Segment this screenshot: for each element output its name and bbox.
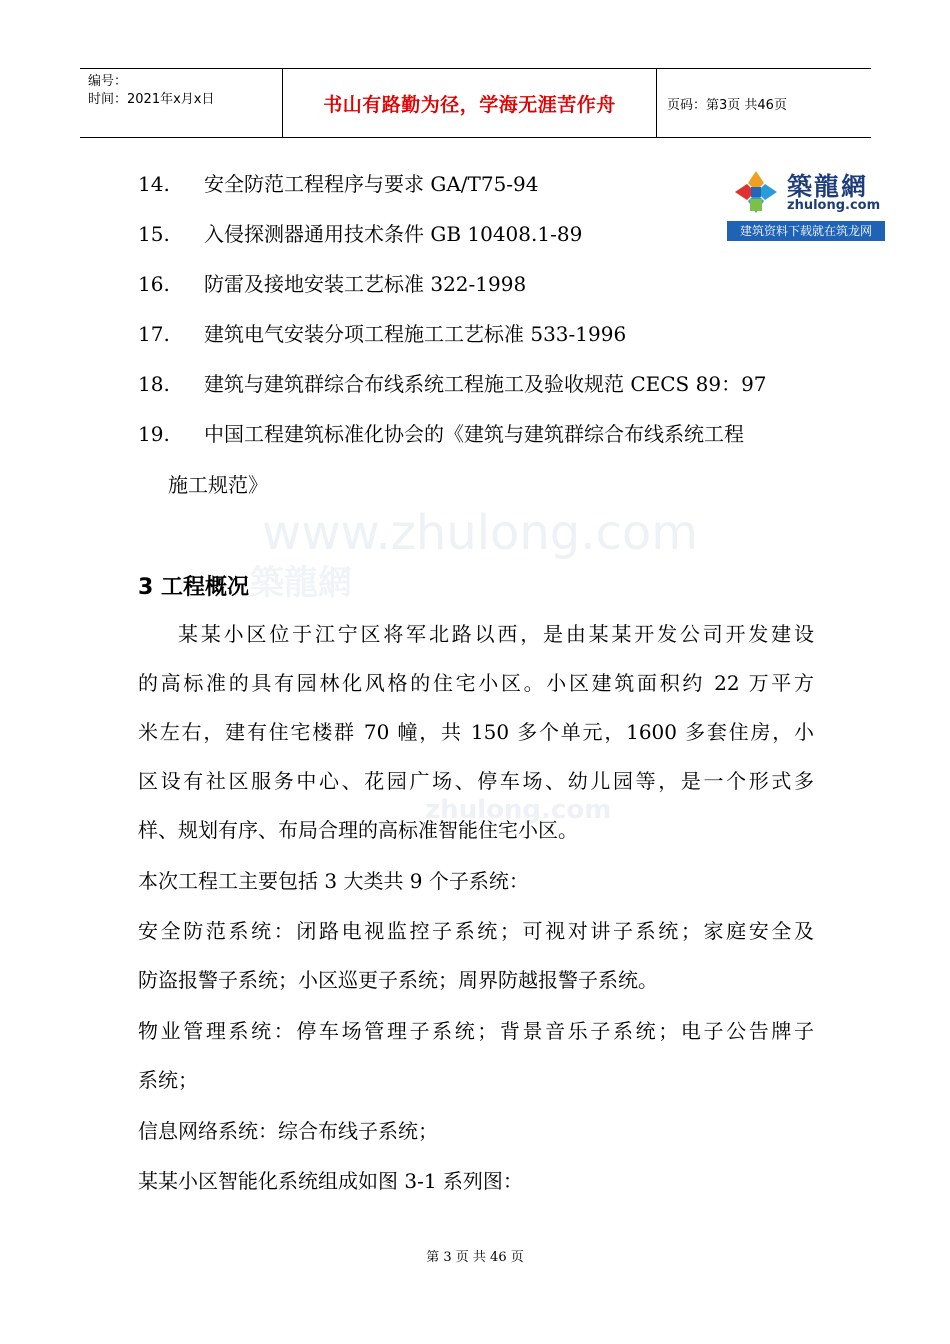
logo-domain: zhulong.com: [787, 198, 881, 213]
list-item-text: 入侵探测器通用技术条件 GB 10408.1-89: [204, 222, 583, 246]
logo-slogan: 建筑资料下载就在筑龙网: [727, 221, 885, 241]
list-item: [138, 371, 767, 397]
document-number: 编号：: [88, 74, 128, 89]
list-item-text: 中国工程建筑标准化协会的《建筑与建筑群综合布线系统工程: [204, 422, 744, 446]
page-header: [80, 68, 871, 138]
watermark-name: 築龍網: [250, 563, 352, 603]
paragraph-line: 米左右，建有住宅楼群 70 幢，共 150 多个单元，1600 多套住房，小: [138, 720, 814, 744]
list-item: [138, 321, 626, 347]
document-date: 时间：2021年x月x日: [88, 92, 215, 107]
logo-name: 築龍網: [787, 172, 869, 201]
zhulong-logo: [727, 163, 885, 241]
list-item: [138, 271, 526, 297]
list-item-number: 14.: [138, 172, 170, 196]
network-systems-line: 信息网络系统：综合布线子系统；: [138, 1119, 438, 1143]
list-item-text: 安全防范工程程序与要求 GA/T75-94: [204, 172, 539, 196]
security-systems-line: 安全防范系统：闭路电视监控子系统；可视对讲子系统；家庭安全及: [138, 919, 814, 943]
scope-line: 本次工程工主要包括 3 大类共 9 个子系统：: [138, 869, 529, 893]
property-systems-line: 物业管理系统：停车场管理子系统；背景音乐子系统；电子公告牌子: [138, 1019, 814, 1043]
list-item: [138, 421, 744, 447]
list-item-text: 建筑与建筑群综合布线系统工程施工及验收规范 CECS 89：97: [204, 372, 767, 396]
security-systems-line: 防盗报警子系统；小区巡更子系统；周界防越报警子系统。: [138, 968, 658, 992]
list-item-number: 17.: [138, 322, 170, 346]
paragraph-line: 的高标准的具有园林化风格的住宅小区。小区建筑面积约 22 万平方: [138, 671, 814, 695]
figure-reference: 某某小区智能化系统组成如图 3-1 系列图：: [138, 1169, 523, 1193]
logo-mark-icon: [733, 169, 779, 215]
watermark-small: zhulong.com: [425, 795, 612, 825]
list-item-number: 18.: [138, 372, 170, 396]
list-item-number: 16.: [138, 272, 170, 296]
header-motto: 书山有路勤为径，学海无涯苦作舟: [282, 69, 657, 137]
list-item-number: 15.: [138, 222, 170, 246]
page-footer: 第 3 页 共 46 页: [426, 1250, 524, 1265]
section-heading: 3 工程概况: [138, 575, 249, 600]
watermark-url: www.zhulong.com: [262, 505, 699, 561]
list-item: [138, 171, 539, 197]
list-item: [138, 221, 582, 247]
list-item-text: 防雷及接地安装工艺标准 322-1998: [204, 272, 527, 296]
property-systems-line: 系统；: [138, 1068, 198, 1092]
paragraph-line: 样、规划有序、布局合理的高标准智能住宅小区。: [138, 818, 578, 842]
header-page-info: 页码：第3页 共46页: [667, 97, 787, 113]
paragraph-line: 某某小区位于江宁区将军北路以西，是由某某开发公司开发建设: [178, 622, 814, 646]
list-item-number: 19.: [138, 422, 170, 446]
header-meta: [80, 69, 282, 137]
list-item-continuation: 施工规范》: [168, 473, 268, 497]
paragraph-line: 区设有社区服务中心、花园广场、停车场、幼儿园等，是一个形式多: [138, 769, 814, 793]
list-item-text: 建筑电气安装分项工程施工工艺标准 533-1996: [204, 322, 627, 346]
